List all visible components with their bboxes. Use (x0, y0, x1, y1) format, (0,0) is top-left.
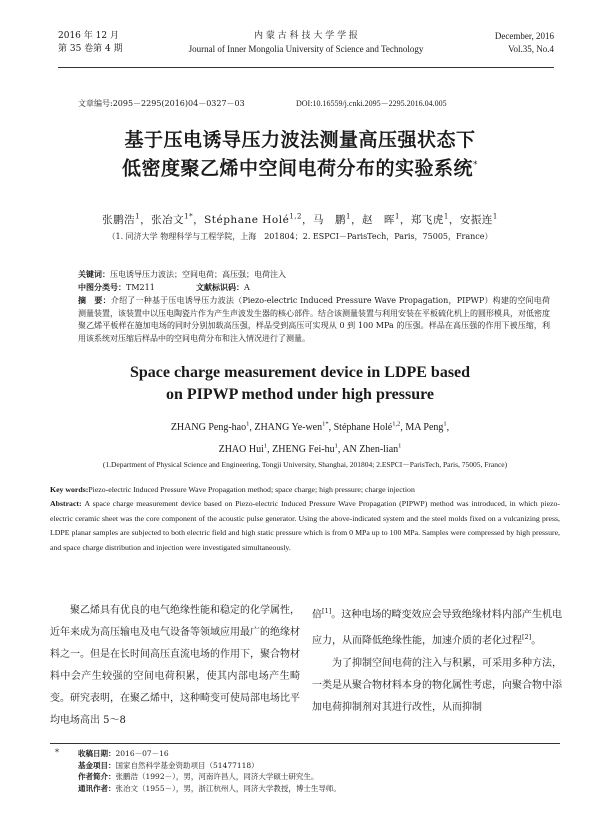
footnote-author: 作者简介：张鹏浩（1992－），男，河南许昌人，同济大学硕士研究生。 (78, 772, 319, 781)
authors-en-line2 (100, 437, 520, 458)
abstract-zh (78, 294, 550, 345)
body-right-column (312, 600, 562, 719)
header-date: 2016 年 12 月 (58, 31, 119, 41)
classification-zh (78, 281, 550, 295)
zh-author: 郑飞虎$^1$， (410, 212, 460, 226)
doc-code: 文献标识码：A (196, 282, 250, 292)
header-center (58, 30, 554, 56)
doi: DOI:10.16559/j.cnki.2095－2295.2016.04.005 (296, 99, 447, 108)
body-right-paragraph-2: 为了抑制空间电荷的注入与积累，可采用多种方法，一类是从聚合物材料本身的物化属性考虑，向聚合物中添加电荷抑制剂对其进行改性，从而抑制 (312, 657, 562, 713)
en-author: ZHANG Ye-wen$^{1*}$, (254, 421, 334, 434)
footnote-received: 收稿日期：2016－07－16 (78, 749, 169, 758)
footnote-star: * (55, 748, 59, 757)
title-zh (0, 128, 600, 181)
affiliation-zh: （1. 同济大学 物理科学与工程学院，上海 201804；2. ESPCI－ParisTech，Paris，75005，France） (107, 232, 493, 241)
citation-1: [1] (322, 607, 332, 615)
keywords-zh (78, 268, 550, 282)
en-author: MA Peng$^1$, (405, 421, 450, 434)
affiliation-en: (1.Department of Physical Science and Engineering, Tongji University, Shanghai, 201804; 2.ESPCI－ParisTech, Paris, 75005, France) (102, 460, 508, 469)
header-volume-en: Vol.35, No.4 (508, 44, 554, 54)
en-author: Stéphane Holé$^{1,2}$, (333, 421, 406, 434)
title-zh-line1: 基于压电诱导压力波法测量高压强状态下 (124, 129, 476, 151)
title-en-line1: Space charge measurement device in LDPE based (129, 364, 471, 381)
authors-en-line1 (100, 416, 520, 437)
journal-name-zh: 内 蒙 古 科 技 大 学 学 报 (254, 31, 358, 41)
abstract-zh-text: 介绍了一种基于压电诱导压力波法（Piezo-electric Induced Pressure Wave Propagation，PIPWP）构建的空间电荷测量装置，该装置中以压电陶瓷片作为产生声波发生器的核心部件。结合该测量装置与利用安装在平板硫化机上的圆形模具，对低密度聚乙烯平板样在施加电场的同时分别加载高压强，样品受到高压可实现从 0 到 100 MPa 的压强。样品在高压强的作用下被压缩，利用该系统对压缩后样品中的空间电荷分布和注入情况进行了测量。 (78, 296, 550, 343)
abstract-zh-label: 摘 要： (78, 295, 111, 305)
body-right-paragraph-1: 倍[1]。这种电场的畸变效应会导致绝缘材料内部产生机电应力，从而降低绝缘性能，加速介质的老化过程[2]。 (312, 607, 563, 647)
authors-en (100, 416, 520, 459)
keywords-en-text: Piezo-electric Induced Pressure Wave Propagation method; space charge; high pressure; charge injection (88, 485, 415, 494)
journal-name-en: Journal of Inner Mongolia University of Science and Technology (188, 44, 424, 54)
authors-zh (0, 212, 600, 227)
footnotes (50, 743, 560, 794)
zh-author: 赵 晖$^1$， (361, 212, 411, 226)
title-zh-line2: 低密度聚乙烯中空间电荷分布的实验系统* (121, 157, 478, 180)
header-date-en: December, 2016 (494, 31, 554, 41)
body-left-column: 聚乙烯具有优良的电气绝缘性能和稳定的化学属性，近年来成为高压输电及电气设备等领域应用最广的绝缘材料之一。但是在长时间高压直流电场的作用下，聚合物材料中会产生较强的空间电荷积累，使其内部电场产生畸变。研究表明，在聚乙烯中，这种畸变可使局部电场比平均电场高出 5～8 (50, 605, 300, 726)
citation-2: [2] (522, 633, 532, 642)
title-footnote-mark: * (473, 160, 478, 170)
running-header (58, 30, 554, 68)
keywords-zh-label: 关键词： (78, 269, 110, 279)
zh-author: 马 鹏$^1$， (312, 212, 362, 226)
footnote-contact: 通讯作者：张冶文（1955－），男，浙江杭州人，同济大学教授，博士生导师。 (78, 783, 341, 793)
keywords-en-label: Key words: (50, 485, 89, 494)
en-author: ZHANG Peng-hao$^1$, (170, 421, 255, 434)
en-author: ZHAO Hui$^1$, (218, 442, 273, 455)
zh-author: Stéphane Holé$^{1,2}$， (204, 212, 313, 226)
en-author: ZHENG Fei-$hu^1$, (272, 442, 343, 455)
article-number: 文章编号:2095－2295(2016)04－0327－03 (78, 99, 245, 108)
clc-label: 中图分类号： (78, 282, 126, 292)
header-right (495, 30, 554, 56)
footnote-fund: 基金项目：国家自然科学基金资助项目（51477118） (78, 760, 259, 770)
abstract-en-text: A space charge measurement device based on Piezo-electric Induced Pressure Wave Propagation (PIPWP) method was introduced, in which piezo-electric ceramic sheet was the core component of the acoustic pulse generator. Using the above-indicated system and the steel molds fixed on a vulcanizing press, LDPE planar samples are subjected to both electric field and high static pressure which is from 0 MPa up to 100 MPa. Samples were compressed by high pressure, and space charge distribution and injection were investigated simultaneously. (50, 499, 561, 552)
abstract-en-label: Abstract: (50, 499, 82, 508)
clc-value: TM211 (126, 283, 155, 292)
title-en-line2: on PIPWP method under high pressure (165, 386, 435, 403)
keywords-en (50, 483, 560, 498)
abstract-en (50, 497, 560, 555)
header-volume: 第 35 卷第 4 期 (58, 44, 123, 54)
zh-author: 安振连$^1$ (459, 212, 498, 226)
zh-author: 张鹏浩$^1$， (102, 212, 152, 226)
en-author: AN Zhen-lian$^1$ (342, 442, 402, 455)
keywords-zh-text: 压电诱导压力波法；空间电荷；高压强；电荷注入 (110, 270, 286, 279)
zh-author: 张冶文$^{1*}$， (151, 212, 205, 226)
title-en (0, 362, 600, 406)
